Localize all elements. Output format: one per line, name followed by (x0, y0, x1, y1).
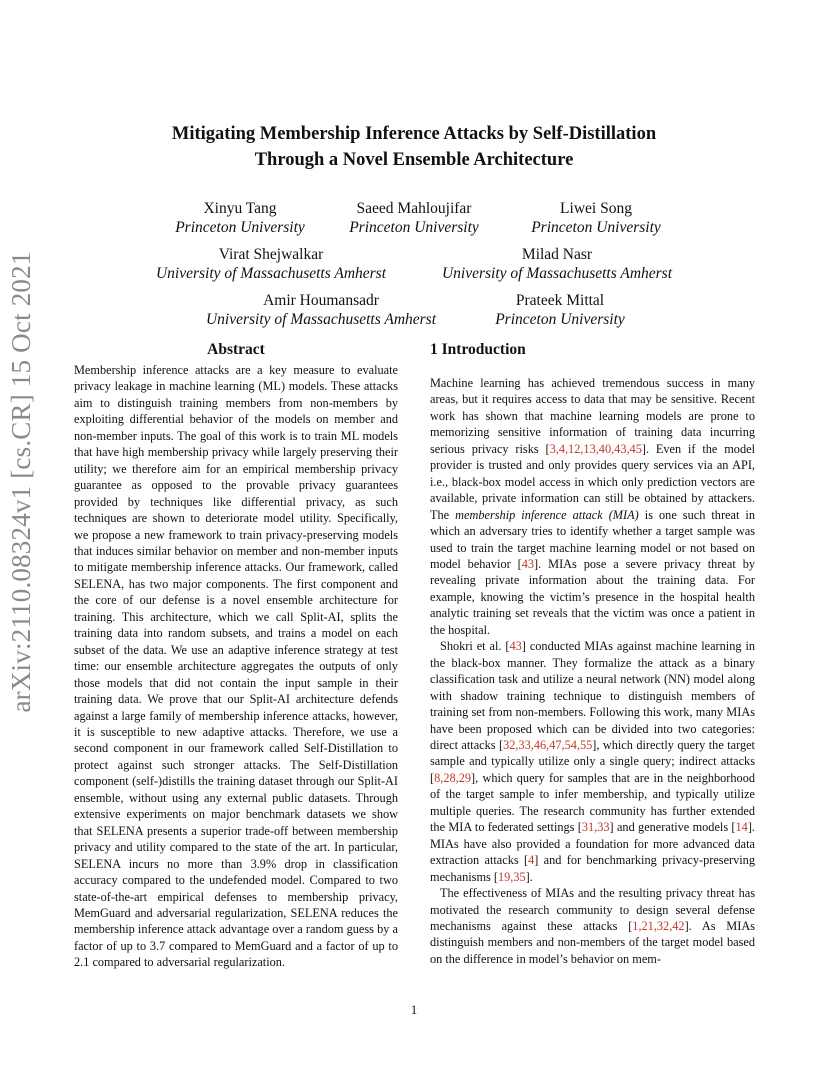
citation-link[interactable]: 32,33,46,47,54,55 (503, 737, 593, 752)
author-block (190, 291, 452, 329)
author-affiliation: University of Massachusetts Amherst (155, 265, 387, 282)
citation-link[interactable]: 3,4,12,13,40,43,45 (549, 441, 642, 456)
author-name: Liwei Song (560, 200, 632, 217)
intro-body (430, 375, 755, 967)
author-affiliation: University of Massachusetts Amherst (441, 265, 673, 282)
citation-link[interactable]: 43 (509, 639, 522, 654)
author-name: Saeed Mahloujifar (356, 200, 472, 217)
intro-paragraph-3: The effectiveness of MIAs and the resulting privacy threat has motivated the research community to design several defense mechanisms against these attacks [1,21,32,42]. As MIAs distinguish members and non-members of the target model based on the difference in model’s behavior on mem- (430, 886, 755, 966)
author-block (506, 199, 686, 237)
arxiv-stamp: arXiv:2110.08324v1 [cs.CR] 15 Oct 2021 (6, 251, 36, 713)
paper-title (0, 121, 828, 173)
author-block (150, 199, 330, 237)
author-name: Amir Houmansadr (263, 292, 379, 309)
abstract-heading: Abstract (207, 341, 265, 358)
citation-link[interactable]: 31,33 (581, 820, 610, 835)
intro-paragraph-2: Shokri et al. [43] conducted MIAs against machine learning in the black-box manner. They formalize the attack as a binary classification task and utilize a neural network (NN) model along with shadow training technique to distinguish members of training set from non-members. Following this work, many MIAs have been proposed which can be divided into two categories: direct attacks [32,33,46,47,54,55], which directly query the target sample and typically utilize only a single query; indirect attacks [8,28,29], which query for samples that are in the neighborhood of the target sample to infer membership, and typically utilize multiple queries. The research community has further extended the MIA to federated settings [31,33] and generative models [14]. MIAs have also provided a foundation for more advanced data extraction attacks [4] and for benchmarking privacy-preserving mechanisms [19,35]. (430, 639, 756, 884)
author-name: Virat Shejwalkar (218, 246, 324, 263)
intro-paragraph-1: Machine learning has achieved tremendous success in many areas, but it requires access to data that may be sensitive. Recent work has shown that machine learning models are prone to memorizing sensitive information of training data incurring serious privacy risks [3,4,12,13,40,43,45]. Even if the model provider is trusted and only provides query services via an API, i.e., black-box model access in which only prediction vectors are available, private information can still be obtained by attackers. The membership inference attack (MIA) is one such threat in which an adversary tries to identify whether a target sample was used to train the target machine learning model or not based on model behavior [43]. MIAs pose a severe privacy threat by revealing private information about the training data. For example, knowing the victim’s presence in the hospital health analytic training set reveals that the victim was once a patient in the hospital. (430, 376, 755, 637)
citation-link[interactable]: 1,21,32,42 (632, 918, 685, 933)
intro-heading: 1 Introduction (430, 341, 526, 358)
abstract-body (74, 362, 398, 971)
author-affiliation: Princeton University (349, 219, 479, 236)
title-line-1: Mitigating Membership Inference Attacks by Self-Distillation (171, 124, 657, 144)
citation-link[interactable]: 43 (521, 556, 535, 571)
author-name: Xinyu Tang (203, 200, 277, 217)
citation-link[interactable]: 19,35 (497, 869, 526, 884)
author-affiliation: Princeton University (175, 219, 305, 236)
title-line-2: Through a Novel Ensemble Architecture (254, 150, 574, 170)
citation-link[interactable]: 8,28,29 (434, 770, 471, 785)
author-block (324, 199, 504, 237)
citation-link[interactable]: 4 (528, 853, 535, 868)
author-affiliation: University of Massachusetts Amherst (205, 311, 437, 328)
author-affiliation: Princeton University (495, 311, 625, 328)
abstract-text: Membership inference attacks are a key measure to evaluate privacy leakage in machine learning (ML) models. These attacks aim to distinguish training members from non-members by exploiting differential behavior of the models on member and non-member inputs. The goal of this work is to train ML models that have high membership privacy while largely preserving their utility; we therefore aim for an empirical membership privacy guarantee as opposed to the provable privacy guarantees provided by techniques like differential privacy, as such techniques are shown to deteriorate model utility. Specifically, we propose a new framework to train privacy-preserving models that induces similar behavior on member and non-member inputs to mitigate membership inference attacks. Our framework, called SELENA, has two major components. The first component and the core of our defense is a novel ensemble architecture for training. This architecture, which we call Split-AI, splits the training data into random subsets, and trains a model on each subset of the data. We use an adaptive inference strategy at test time: our ensemble architecture aggregates the outputs of only those models that did not contain the input sample in their training data. We prove that our Split-AI architecture defends against a large family of membership inference attacks, however, it is susceptible to new adaptive attacks. Therefore, we use a second component in our framework called Self-Distillation to protect against such stronger attacks. The Self-Distillation component (self-)distills the training dataset through our Split-AI ensemble, without using any external public datasets. Through extensive experiments on major benchmark datasets we show that SELENA presents a superior trade-off between membership privacy and utility compared to the state of the art. In particular, SELENA incurs no more than 3.9% drop in classification accuracy compared to the undefended model. Compared to two state-of-the-art empirical defenses to membership privacy, MemGuard and adversarial regularization, SELENA reduces the membership inference attack advantage over a random guess by a factor of up to 3.7 compared to MemGuard and a factor of up to 2.1 compared to adversarial regularization. (74, 363, 398, 970)
author-name: Milad Nasr (521, 246, 593, 263)
author-block (470, 291, 650, 329)
citation-link[interactable]: 14 (735, 820, 748, 835)
author-block (140, 245, 402, 283)
page-number: 1 (410, 1002, 418, 1017)
author-affiliation: Princeton University (531, 219, 661, 236)
author-block (426, 245, 688, 283)
author-name: Prateek Mittal (515, 292, 605, 309)
